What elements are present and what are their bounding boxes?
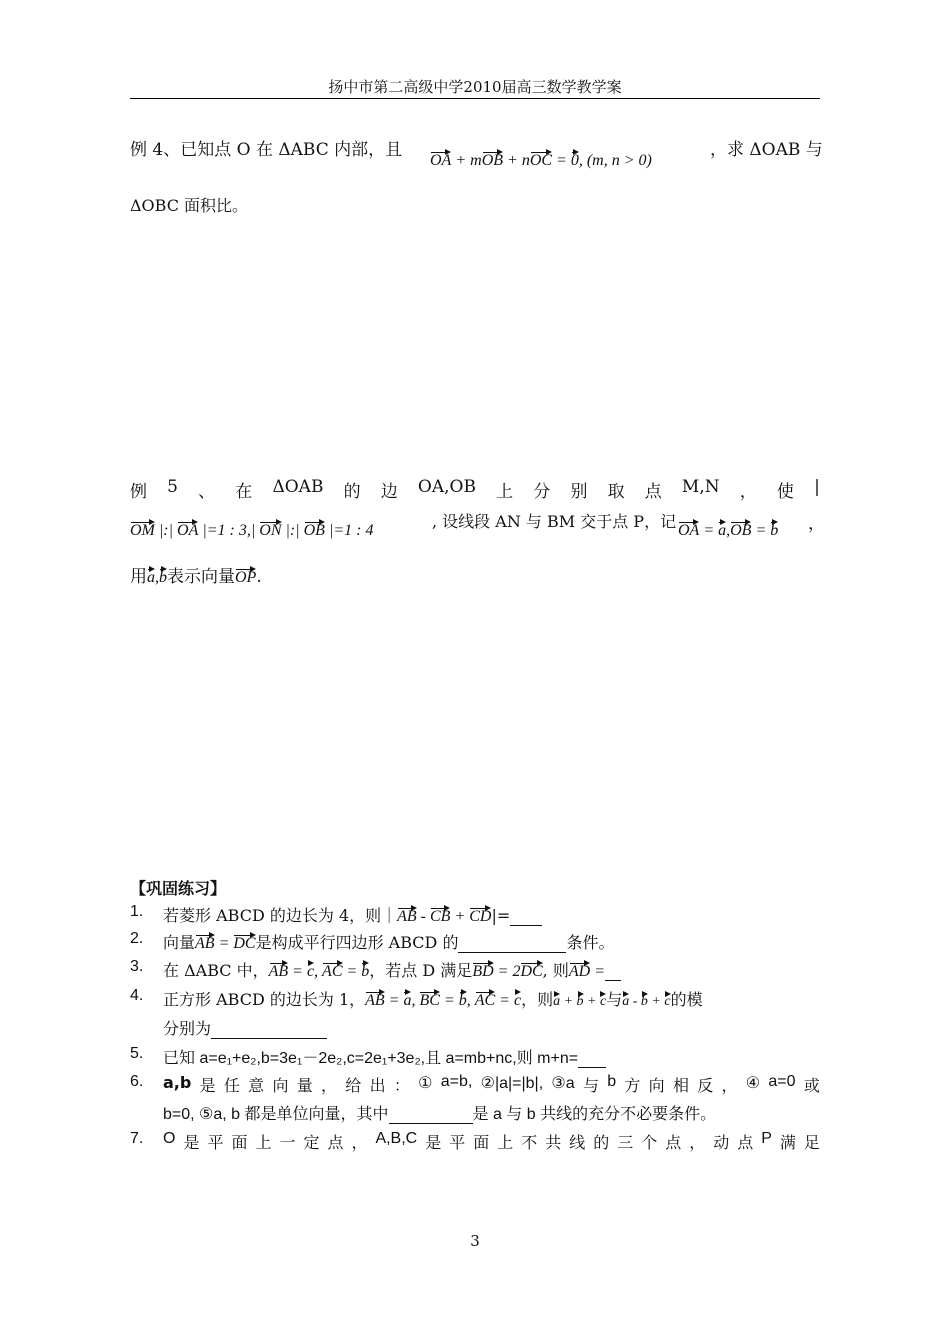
answer-blank[interactable] [389,1107,473,1124]
page-header: 扬中市第二高级中学2010届高三数学教学案 [328,78,622,96]
answer-blank[interactable] [578,1051,606,1068]
practice-item-3: 在 ΔABC 中，AB = c, AC = b，若点 D 满足BD = 2DC, 则AD = [163,958,621,981]
item-number: 5. [130,1045,144,1062]
answer-blank[interactable] [510,909,542,926]
example5-line3: 用a,b表示向量OP. [130,567,262,587]
header-rule [130,98,820,99]
example5-def: OA = a,OB = b [678,522,779,539]
practice-item-4-line2: 分别为 [163,1016,327,1039]
example5-mid: , 设线段 AN 与 BM 交于点 P，记 [432,512,677,531]
item-number: 6. [130,1073,144,1090]
example5-line1: 例 5 、 在 ΔOAB 的 边 OA,OB 上 分 别 取 点 M,N ， 使 | [130,477,820,502]
item-number: 1. [130,903,144,920]
practice-item-7-line1: O 是 平 面 上 一 定 点 ， A,B,C 是 平 面 上 不 共 线 的 三 个 点 ， 动 点 P 满 足 [163,1130,820,1152]
page-number: 3 [470,1232,480,1250]
practice-item-1: 若菱形 ABCD 的边长为 4，则｜AB - CB + CD|= [163,903,542,926]
answer-blank[interactable] [211,1022,327,1039]
practice-item-6-line1: a,b 是 任 意 向 量 ， 给 出 ： ① a=b, ②|a|=|b|, ③a 与 b 方 向 相 反 ， ④ a=0 或 [163,1073,820,1095]
example4-tail: ，求 ΔOAB 与 [710,140,823,160]
item-number: 3. [130,958,144,975]
example4-line2: ΔOBC 面积比。 [130,196,249,215]
item-number: 4. [130,987,144,1004]
answer-blank[interactable] [458,936,566,953]
example5-comma: ， [808,514,825,534]
practice-title: 【巩固练习】 [130,879,227,898]
practice-item-6-line2: b=0, ⑤a, b 都是单位向量，其中 是 a 与 b 共线的充分不必要条件。 [163,1106,717,1123]
item-number: 2. [130,930,144,947]
example5-ratio: OM |:| OA |=1 : 3,| ON |:| OB |=1 : 4 [130,522,374,539]
example4-formula: OA + mOB + nOC = 0, (m, n > 0) [430,152,652,169]
practice-item-4: 正方形 ABCD 的边长为 1，AB = a, BC = b, AC = c，则a + b + c与a - b + c的模 [163,990,703,1009]
practice-item-2: 向量AB = DC是构成平行四边形 ABCD 的 条件。 [163,933,615,952]
item-number: 7. [130,1130,144,1147]
answer-blank[interactable] [605,964,621,981]
practice-item-5: 已知 a=e₁+e₂,b=3e₁－2e₂,c=2e₁+3e₂,且 a=mb+nc,则 m+n= [163,1045,606,1068]
example4-lead: 例 4、已知点 O 在 ΔABC 内部，且 [130,140,403,160]
